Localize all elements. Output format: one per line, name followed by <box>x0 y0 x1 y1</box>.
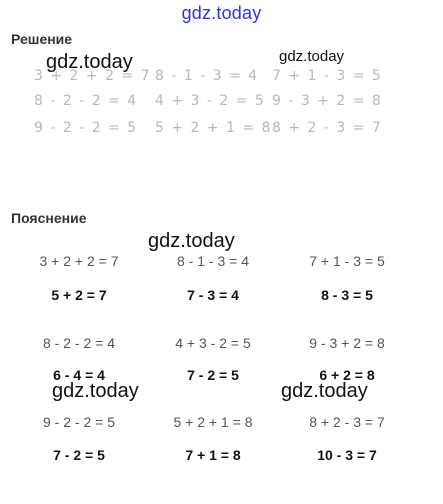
site-title[interactable]: gdz.today <box>181 3 262 23</box>
solution-answer: 7 + 1 - 3 = 5 <box>272 68 383 84</box>
watermark: gdz.today <box>148 230 235 252</box>
watermark: gdz.today <box>46 51 133 73</box>
explanation-expression: 8 - 1 - 3 = 4 <box>177 253 249 269</box>
explanation-step: 6 - 4 = 4 <box>53 367 105 383</box>
solution-answer: 9 - 2 - 2 = 5 <box>34 120 138 136</box>
explanation-step: 6 + 2 = 8 <box>319 367 375 383</box>
solution-heading: Решение <box>11 31 73 47</box>
explanation-step: 5 + 2 = 7 <box>51 287 107 303</box>
solution-answer: 9 - 3 + 2 = 8 <box>272 93 383 109</box>
solution-answer: 8 - 2 - 2 = 4 <box>34 93 138 109</box>
watermark: gdz.today <box>52 380 139 402</box>
explanation-step: 10 - 3 = 7 <box>317 447 377 463</box>
solution-answer: 8 + 2 - 3 = 7 <box>272 120 383 136</box>
explanation-expression: 9 - 2 - 2 = 5 <box>43 414 115 430</box>
explanation-expression: 4 + 3 - 2 = 5 <box>175 335 251 351</box>
solution-answer: 4 + 3 - 2 = 5 <box>155 93 266 109</box>
explanation-step: 7 - 3 = 4 <box>187 287 239 303</box>
explanation-step: 7 + 1 = 8 <box>185 447 241 463</box>
watermark: gdz.today <box>279 48 345 65</box>
explanation-heading: Пояснение <box>11 210 87 226</box>
explanation-step: 7 - 2 = 5 <box>53 447 105 463</box>
explanation-expression: 5 + 2 + 1 = 8 <box>173 414 253 430</box>
explanation-expression: 7 + 1 - 3 = 5 <box>309 253 385 269</box>
explanation-expression: 8 - 2 - 2 = 4 <box>43 335 115 351</box>
solution-answer: 3 + 2 + 2 = 7 <box>34 68 152 84</box>
solution-answer: 8 - 1 - 3 = 4 <box>155 68 259 84</box>
explanation-expression: 9 - 3 + 2 = 8 <box>309 335 385 351</box>
explanation-step: 7 - 2 = 5 <box>187 367 239 383</box>
solution-answer: 5 + 2 + 1 = 8 <box>155 120 273 136</box>
explanation-step: 8 - 3 = 5 <box>321 287 373 303</box>
explanation-expression: 3 + 2 + 2 = 7 <box>39 253 119 269</box>
watermark: gdz.today <box>281 380 368 402</box>
explanation-expression: 8 + 2 - 3 = 7 <box>309 414 385 430</box>
